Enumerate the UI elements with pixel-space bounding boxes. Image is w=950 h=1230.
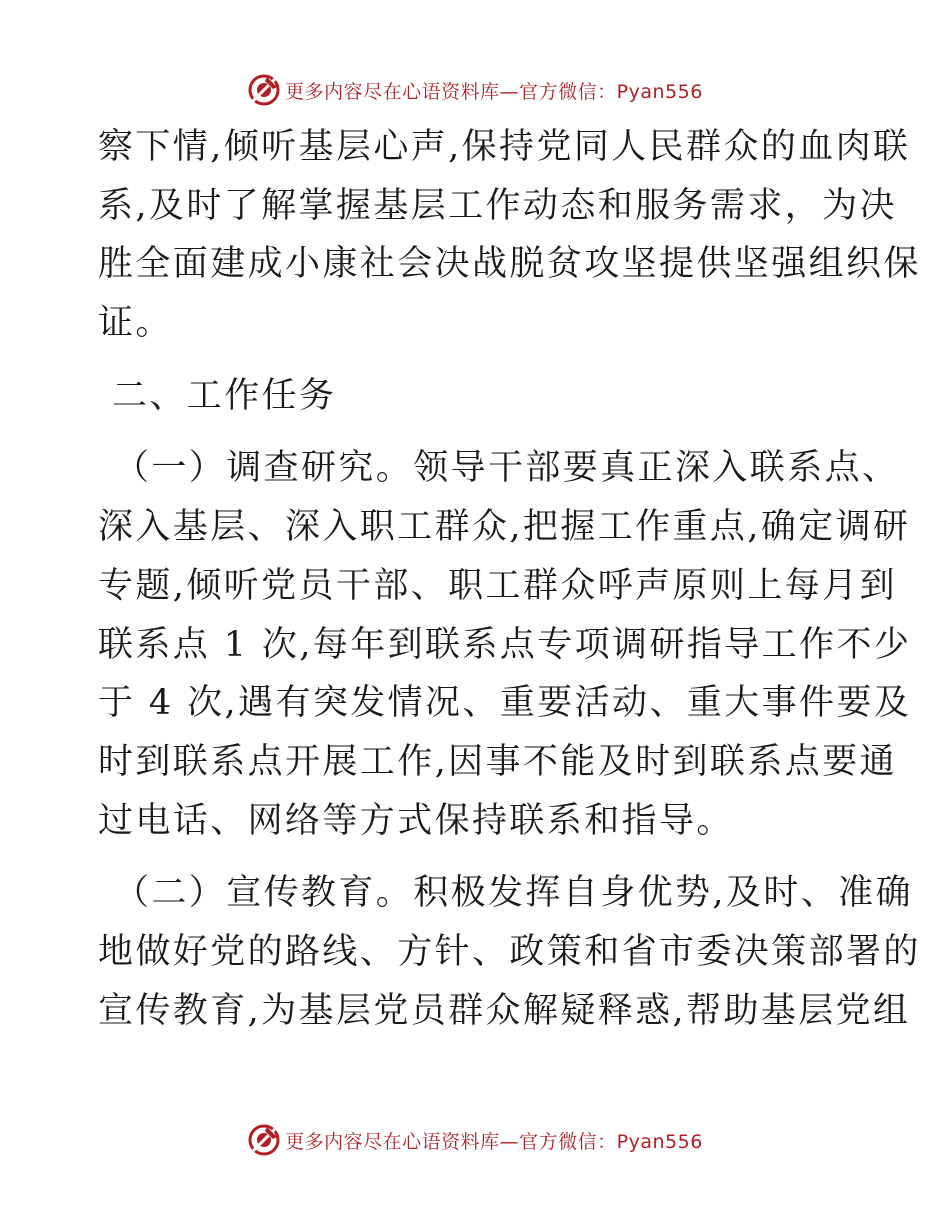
text-line: 过电话、网络等方式保持联系和指导。 [98,800,734,841]
banner-text: 更多内容尽在心语资料库—官方微信：Pyan556 [285,1130,703,1153]
text-line: 察下情,倾听基层心声,保持党同人民群众的血肉联 [98,127,911,167]
footer-banner [0,1120,950,1160]
text-line: 专题,倾听党员干部、职工群众呼声原则上每月到 [98,565,897,606]
text-line: 于 4 次,遇有突发情况、重要活动、重大事件要及 [98,683,912,724]
text-line: （一）调查研究。领导干部要真正深入联系点、 [114,448,900,489]
text-line: 宣传教育,为基层党员群众解疑释惑,帮助基层党组 [98,990,911,1031]
section-title: 二、工作任务 [112,375,337,416]
text-line: 地做好党的路线、方针、政策和省市委决策部署的 [98,931,921,972]
text-line: 联系点 1 次,每年到联系点专项调研指导工作不少 [98,624,912,665]
brand-logo-icon [247,1123,281,1157]
section-heading [98,367,858,426]
document-body [98,118,921,1040]
paragraph-intro-continued [98,118,921,353]
header-banner [0,70,950,110]
text-line: 深入基层、深入职工群众,把握工作重点,确定调研 [98,507,911,548]
text-line: 证。 [98,303,173,344]
text-line: （二）宣传教育。积极发挥自身优势,及时、准确 [114,873,913,914]
text-line: 系,及时了解掌握基层工作动态和服务需求，为决 [98,185,897,226]
text-line: 胜全面建成小康社会决战脱贫攻坚提供坚强组织保 [98,244,921,285]
text-line: 时到联系点开展工作,因事不能及时到联系点要通 [98,741,897,782]
brand-logo-icon [247,73,281,107]
paragraph-task-1 [98,439,912,850]
paragraph-task-2 [98,864,921,1040]
banner-text: 更多内容尽在心语资料库—官方微信：Pyan556 [285,80,703,103]
